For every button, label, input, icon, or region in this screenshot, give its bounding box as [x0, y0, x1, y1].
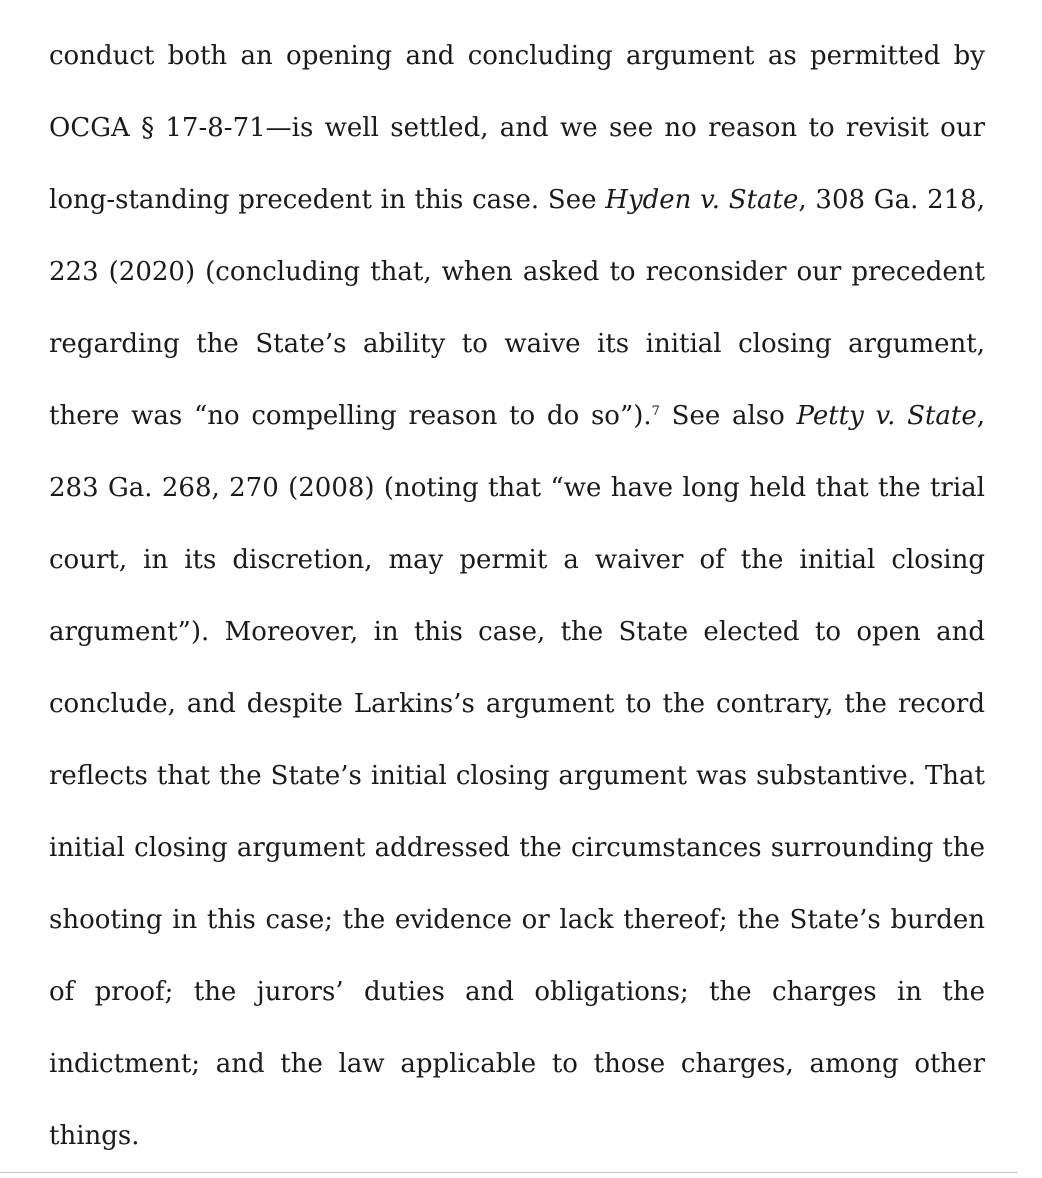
page-bottom-divider — [0, 1172, 1018, 1173]
paragraph-text-1: conduct both an opening and concluding argument as permitted by OCGA § 17-8-71—is well settled, and we see no reason to revisit our long-standing precedent in this case. See — [49, 41, 985, 215]
paragraph-text-3: See also — [659, 401, 797, 431]
footnote-reference[interactable]: 7 — [651, 404, 660, 419]
paragraph-text-2: , 308 Ga. 218, 223 (2020) (concluding that, when asked to reconsider our precedent regarding the State’s ability to waive its initial closing argument, there was “no compelling reason to do so”). — [49, 185, 985, 431]
case-citation-hyden: Hyden v. State — [605, 185, 799, 215]
paragraph-text-4: , 283 Ga. 268, 270 (2008) (noting that “we have long held that the trial court, in its discretion, may permit a waiver of the initial closing argument”). Moreover, in this case, the State elected to open and conclude, and despite Larkins’s argument to the contrary, the record reflects that the State’s initial closing argument was substantive. That initial closing argument addressed the circumstances surrounding the shooting in this case; the evidence or lack thereof; the State’s burden of proof; the jurors’ duties and obligations; the charges in the indictment; and the law applicable to those charges, among other things. — [49, 401, 985, 1151]
body-paragraph — [49, 20, 985, 1172]
case-citation-petty: Petty v. State — [796, 401, 977, 431]
